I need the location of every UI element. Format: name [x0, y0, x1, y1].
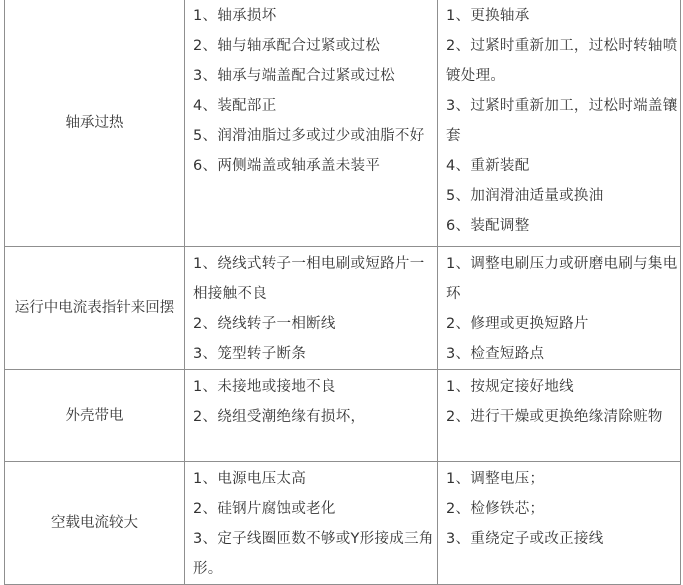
remedy-item: 1、按规定接好地线	[446, 379, 574, 395]
remedy-item: 1、调整电刷压力或研磨电刷与集电环	[446, 256, 678, 302]
remedy-item: 3、重绕定子或改正接线	[446, 531, 604, 547]
cause-item: 1、电源电压太高	[193, 471, 307, 487]
remedies-cell	[438, 462, 681, 585]
remedy-item: 6、装配调整	[446, 218, 530, 234]
symptom-cell: 运行中电流表指针来回摆	[5, 247, 185, 370]
cause-item: 3、轴承与端盖配合过紧或过松	[193, 68, 395, 84]
table-row	[5, 0, 681, 247]
symptom-cell: 轴承过热	[5, 0, 185, 247]
symptom-cell: 空载电流较大	[5, 462, 185, 585]
fault-table	[4, 0, 681, 585]
cause-item: 2、绕组受潮绝缘有损坏，	[193, 409, 366, 425]
remedies-cell	[438, 0, 681, 247]
remedy-item: 4、重新装配	[446, 158, 530, 174]
cause-item: 2、绕线转子一相断线	[193, 316, 336, 332]
symptom-cell: 外壳带电	[5, 370, 185, 462]
cause-item: 1、未接地或接地不良	[193, 379, 336, 395]
cause-item: 6、两侧端盖或轴承盖未装平	[193, 158, 381, 174]
remedies-cell	[438, 247, 681, 370]
cause-item: 3、定子线圈匝数不够或Y形接成三角形。	[193, 531, 434, 577]
cause-item: 2、轴与轴承配合过紧或过松	[193, 38, 381, 54]
causes-cell	[185, 247, 438, 370]
remedy-item: 5、加润滑油适量或换油	[446, 188, 604, 204]
causes-cell	[185, 0, 438, 247]
table-row	[5, 247, 681, 370]
cause-item: 2、硅钢片腐蚀或老化	[193, 501, 336, 517]
remedy-item: 2、检修铁芯；	[446, 501, 545, 517]
remedy-item: 3、检查短路点	[446, 346, 545, 362]
table-row	[5, 370, 681, 462]
causes-cell	[185, 462, 438, 585]
remedy-item: 3、过紧时重新加工，过松时端盖镶套	[446, 98, 678, 144]
remedy-item: 2、进行干燥或更换绝缘清除赃物	[446, 409, 663, 425]
table-row	[5, 462, 681, 585]
cause-item: 4、装配部正	[193, 98, 277, 114]
cause-item: 3、笼型转子断条	[193, 346, 307, 362]
causes-cell	[185, 370, 438, 462]
remedy-item: 2、过紧时重新加工，过松时转轴喷镀处理。	[446, 38, 678, 84]
remedies-cell	[438, 370, 681, 462]
remedy-item: 1、调整电压；	[446, 471, 545, 487]
cause-item: 1、绕线式转子一相电刷或短路片一相接触不良	[193, 256, 425, 302]
remedy-item: 2、修理或更换短路片	[446, 316, 589, 332]
remedy-item: 1、更换轴承	[446, 8, 530, 24]
cause-item: 1、轴承损坏	[193, 8, 277, 24]
cause-item: 5、润滑油脂过多或过少或油脂不好	[193, 128, 425, 144]
